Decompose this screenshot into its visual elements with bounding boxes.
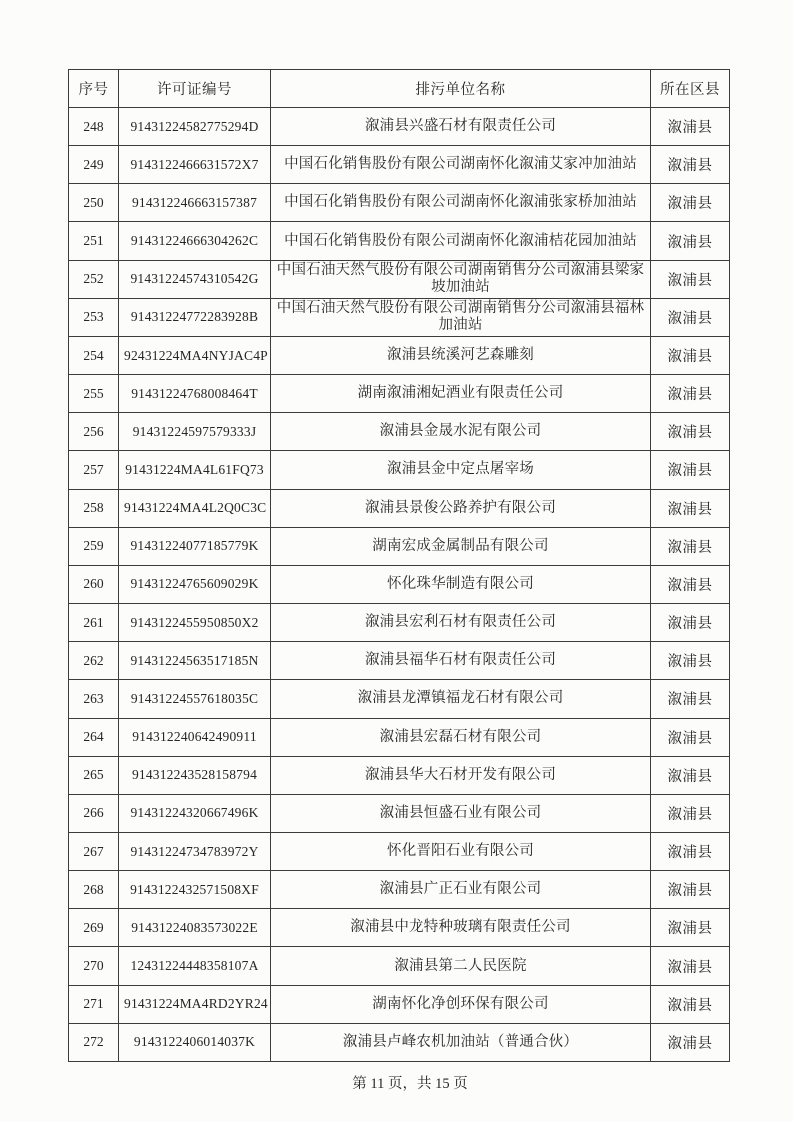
table-row bbox=[69, 451, 730, 489]
cell-unit-name: 溆浦县宏利石材有限责任公司 bbox=[271, 604, 651, 642]
table-row bbox=[69, 298, 730, 336]
cell-county: 溆浦县 bbox=[651, 489, 730, 527]
cell-license-number: 914312243528158794 bbox=[119, 756, 271, 794]
cell-license-number: 91431224666304262C bbox=[119, 222, 271, 260]
cell-serial-number: 272 bbox=[69, 1023, 119, 1061]
table-row bbox=[69, 336, 730, 374]
table-row bbox=[69, 871, 730, 909]
table-body bbox=[69, 108, 730, 1062]
cell-county: 溆浦县 bbox=[651, 527, 730, 565]
cell-unit-name: 溆浦县兴盛石材有限责任公司 bbox=[271, 108, 651, 146]
cell-unit-name: 怀化珠华制造有限公司 bbox=[271, 565, 651, 603]
cell-unit-name: 中国石油天然气股份有限公司湖南销售分公司溆浦县梁家坡加油站 bbox=[271, 260, 651, 298]
cell-license-number: 914312240642490911 bbox=[119, 718, 271, 756]
table-row bbox=[69, 146, 730, 184]
cell-serial-number: 257 bbox=[69, 451, 119, 489]
page-footer: 第 11 页，共 15 页 bbox=[352, 1076, 468, 1092]
cell-serial-number: 253 bbox=[69, 298, 119, 336]
cell-license-number: 9143122466631572X7 bbox=[119, 146, 271, 184]
cell-county: 溆浦县 bbox=[651, 222, 730, 260]
cell-county: 溆浦县 bbox=[651, 985, 730, 1023]
cell-serial-number: 262 bbox=[69, 642, 119, 680]
cell-serial-number: 267 bbox=[69, 832, 119, 870]
cell-unit-name: 溆浦县金晟水泥有限公司 bbox=[271, 413, 651, 451]
cell-license-number: 91431224734783972Y bbox=[119, 832, 271, 870]
cell-serial-number: 266 bbox=[69, 794, 119, 832]
cell-county: 溆浦县 bbox=[651, 565, 730, 603]
cell-serial-number: 269 bbox=[69, 909, 119, 947]
cell-serial-number: 263 bbox=[69, 680, 119, 718]
table-row bbox=[69, 489, 730, 527]
cell-county: 溆浦县 bbox=[651, 146, 730, 184]
cell-unit-name: 溆浦县统溪河艺森雕刻 bbox=[271, 336, 651, 374]
cell-license-number: 9143122455950850X2 bbox=[119, 604, 271, 642]
cell-license-number: 91431224574310542G bbox=[119, 260, 271, 298]
cell-serial-number: 265 bbox=[69, 756, 119, 794]
cell-unit-name: 湖南宏成金属制品有限公司 bbox=[271, 527, 651, 565]
table-row bbox=[69, 718, 730, 756]
cell-serial-number: 261 bbox=[69, 604, 119, 642]
table-header-row bbox=[69, 70, 730, 108]
cell-county: 溆浦县 bbox=[651, 451, 730, 489]
cell-county: 溆浦县 bbox=[651, 871, 730, 909]
cell-county: 溆浦县 bbox=[651, 298, 730, 336]
cell-serial-number: 248 bbox=[69, 108, 119, 146]
cell-license-number: 92431224MA4NYJAC4P bbox=[119, 336, 271, 374]
cell-county: 溆浦县 bbox=[651, 604, 730, 642]
cell-serial-number: 251 bbox=[69, 222, 119, 260]
cell-county: 溆浦县 bbox=[651, 375, 730, 413]
cell-county: 溆浦县 bbox=[651, 108, 730, 146]
cell-county: 溆浦县 bbox=[651, 909, 730, 947]
cell-unit-name: 溆浦县华大石材开发有限公司 bbox=[271, 756, 651, 794]
header-serial-number: 序号 bbox=[69, 70, 119, 108]
table-row bbox=[69, 375, 730, 413]
cell-county: 溆浦县 bbox=[651, 718, 730, 756]
permit-table bbox=[68, 69, 730, 1062]
cell-serial-number: 249 bbox=[69, 146, 119, 184]
cell-serial-number: 268 bbox=[69, 871, 119, 909]
table-row bbox=[69, 260, 730, 298]
cell-unit-name: 怀化晋阳石业有限公司 bbox=[271, 832, 651, 870]
cell-county: 溆浦县 bbox=[651, 642, 730, 680]
cell-serial-number: 260 bbox=[69, 565, 119, 603]
table-row bbox=[69, 985, 730, 1023]
cell-license-number: 9143122432571508XF bbox=[119, 871, 271, 909]
table-row bbox=[69, 108, 730, 146]
table-row bbox=[69, 794, 730, 832]
cell-license-number: 91431224582775294D bbox=[119, 108, 271, 146]
cell-serial-number: 256 bbox=[69, 413, 119, 451]
table-row bbox=[69, 184, 730, 222]
cell-unit-name: 溆浦县卢峰农机加油站（普通合伙） bbox=[271, 1023, 651, 1061]
cell-unit-name: 溆浦县恒盛石业有限公司 bbox=[271, 794, 651, 832]
cell-county: 溆浦县 bbox=[651, 947, 730, 985]
cell-serial-number: 258 bbox=[69, 489, 119, 527]
header-license-number: 许可证编号 bbox=[119, 70, 271, 108]
cell-unit-name: 溆浦县第二人民医院 bbox=[271, 947, 651, 985]
cell-county: 溆浦县 bbox=[651, 794, 730, 832]
table-row bbox=[69, 756, 730, 794]
table-row bbox=[69, 832, 730, 870]
table-row bbox=[69, 642, 730, 680]
cell-license-number: 91431224MA4L61FQ73 bbox=[119, 451, 271, 489]
cell-license-number: 91431224768008464T bbox=[119, 375, 271, 413]
header-unit-name: 排污单位名称 bbox=[271, 70, 651, 108]
header-county: 所在区县 bbox=[651, 70, 730, 108]
cell-county: 溆浦县 bbox=[651, 184, 730, 222]
cell-unit-name: 湖南溆浦湘妃酒业有限责任公司 bbox=[271, 375, 651, 413]
table-row bbox=[69, 947, 730, 985]
cell-unit-name: 中国石化销售股份有限公司湖南怀化溆浦张家桥加油站 bbox=[271, 184, 651, 222]
cell-license-number: 9143122406014037K bbox=[119, 1023, 271, 1061]
cell-license-number: 91431224772283928B bbox=[119, 298, 271, 336]
cell-unit-name: 溆浦县广正石业有限公司 bbox=[271, 871, 651, 909]
cell-county: 溆浦县 bbox=[651, 413, 730, 451]
table-row bbox=[69, 527, 730, 565]
cell-county: 溆浦县 bbox=[651, 756, 730, 794]
cell-license-number: 12431224448358107A bbox=[119, 947, 271, 985]
cell-unit-name: 溆浦县宏磊石材有限公司 bbox=[271, 718, 651, 756]
cell-serial-number: 255 bbox=[69, 375, 119, 413]
cell-serial-number: 271 bbox=[69, 985, 119, 1023]
cell-county: 溆浦县 bbox=[651, 260, 730, 298]
cell-serial-number: 259 bbox=[69, 527, 119, 565]
cell-unit-name: 中国石油天然气股份有限公司湖南销售分公司溆浦县福林加油站 bbox=[271, 298, 651, 336]
table-row bbox=[69, 680, 730, 718]
cell-unit-name: 溆浦县中龙特种玻璃有限责任公司 bbox=[271, 909, 651, 947]
table-row bbox=[69, 413, 730, 451]
cell-license-number: 91431224557618035C bbox=[119, 680, 271, 718]
cell-county: 溆浦县 bbox=[651, 680, 730, 718]
cell-license-number: 914312246663157387 bbox=[119, 184, 271, 222]
cell-license-number: 91431224765609029K bbox=[119, 565, 271, 603]
table-row bbox=[69, 222, 730, 260]
cell-unit-name: 湖南怀化净创环保有限公司 bbox=[271, 985, 651, 1023]
cell-unit-name: 中国石化销售股份有限公司湖南怀化溆浦艾家冲加油站 bbox=[271, 146, 651, 184]
cell-unit-name: 中国石化销售股份有限公司湖南怀化溆浦桔花园加油站 bbox=[271, 222, 651, 260]
cell-license-number: 91431224597579333J bbox=[119, 413, 271, 451]
cell-license-number: 91431224083573022E bbox=[119, 909, 271, 947]
cell-county: 溆浦县 bbox=[651, 832, 730, 870]
cell-serial-number: 252 bbox=[69, 260, 119, 298]
cell-license-number: 91431224MA4RD2YR24 bbox=[119, 985, 271, 1023]
table-row bbox=[69, 1023, 730, 1061]
cell-unit-name: 溆浦县龙潭镇福龙石材有限公司 bbox=[271, 680, 651, 718]
cell-county: 溆浦县 bbox=[651, 1023, 730, 1061]
table-row bbox=[69, 604, 730, 642]
cell-unit-name: 溆浦县金中定点屠宰场 bbox=[271, 451, 651, 489]
cell-license-number: 91431224563517185N bbox=[119, 642, 271, 680]
cell-serial-number: 270 bbox=[69, 947, 119, 985]
table-row bbox=[69, 565, 730, 603]
cell-serial-number: 264 bbox=[69, 718, 119, 756]
cell-county: 溆浦县 bbox=[651, 336, 730, 374]
cell-license-number: 91431224MA4L2Q0C3C bbox=[119, 489, 271, 527]
table-row bbox=[69, 909, 730, 947]
cell-unit-name: 溆浦县福华石材有限责任公司 bbox=[271, 642, 651, 680]
cell-license-number: 91431224320667496K bbox=[119, 794, 271, 832]
cell-serial-number: 254 bbox=[69, 336, 119, 374]
cell-unit-name: 溆浦县景俊公路养护有限公司 bbox=[271, 489, 651, 527]
cell-license-number: 91431224077185779K bbox=[119, 527, 271, 565]
cell-serial-number: 250 bbox=[69, 184, 119, 222]
